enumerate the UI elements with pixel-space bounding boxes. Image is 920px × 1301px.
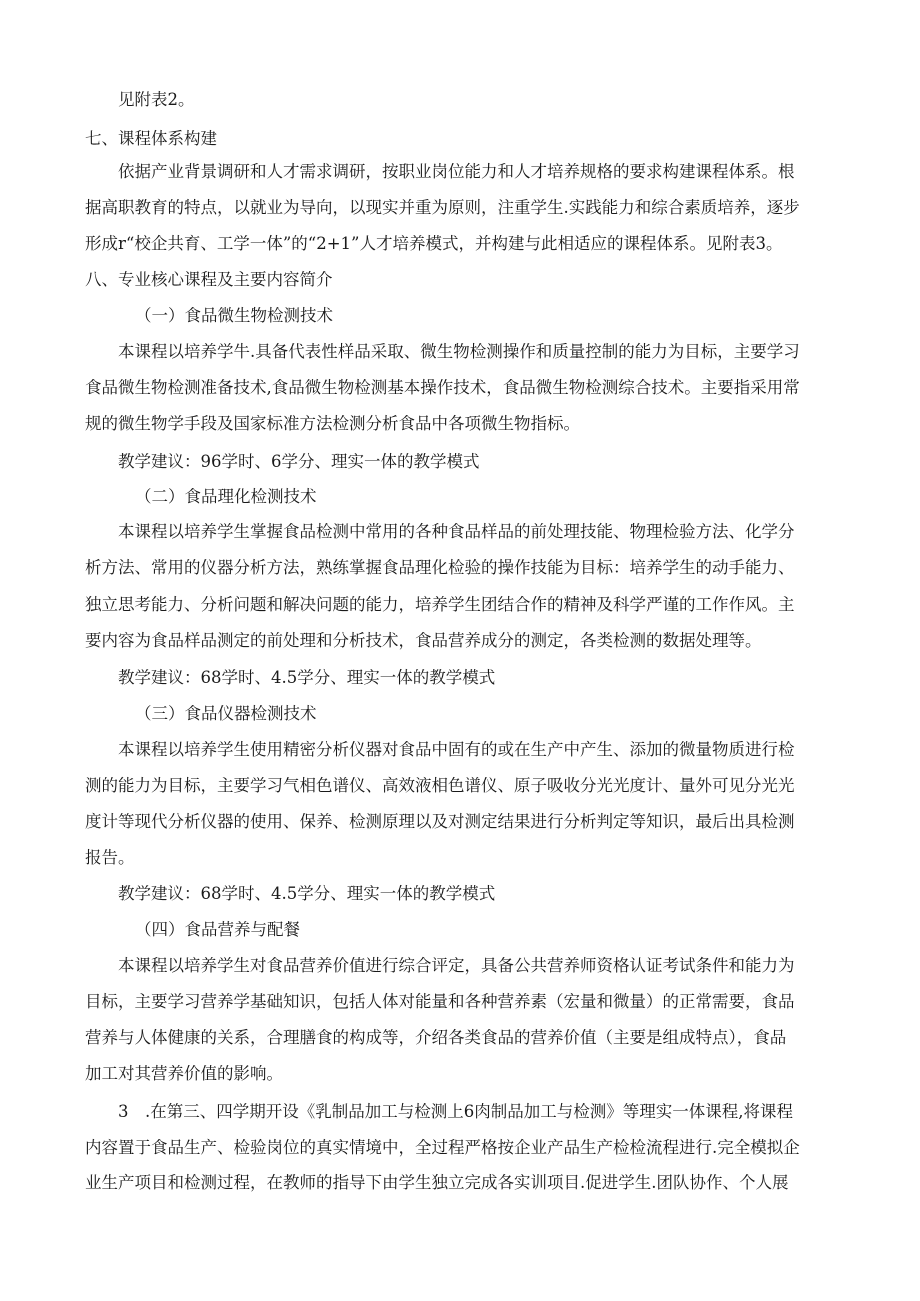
paragraph-text: 报告。 [85,848,135,867]
subsection-heading-3: （三）食品仪器检测技术 [135,704,317,723]
numbered-paragraph: 3 .在第三、四学期开设《乳制品加工与检测上6肉制品加工与检测》等理实一体课程,将课程 [118,1102,793,1121]
paragraph-text: 依据产业背景调研和人才需求调研，按职业岗位能力和人才培养规格的要求构建课程体系。根 [118,162,795,181]
paragraph-text: 据高职教育的特点，以就业为导向，以现实并重为原则，注重学生.实践能力和综合素质培养，逐步 [85,198,800,217]
teaching-suggestion: 教学建议：96学时、6学分、理实一体的教学模式 [118,452,480,471]
subsection-heading-4: （四）食品营养与配餐 [135,920,300,939]
paragraph-text: 规的微生物学手段及国家标准方法检测分析食品中各项微生物指标。 [85,414,580,433]
paragraph-text: 度计等现代分析仪器的使用、保养、检测原理以及对测定结果进行分析判定等知识，最后出具检测 [85,812,795,831]
teaching-suggestion: 教学建议：68学时、4.5学分、理实一体的教学模式 [118,884,496,903]
section-heading-7: 七、课程体系构建 [85,129,217,148]
paragraph-text: 营养与人体健康的关系，合理膳食的构成等，介绍各类食品的营养价值（主要是组成特点），食品 [85,1028,787,1047]
paragraph-text: 见附表2。 [118,90,195,109]
paragraph-text: 本课程以培养学生掌握食品检测中常用的各种食品样品的前处理技能、物理检验方法、化学分 [118,522,795,541]
paragraph-text: 加工对其营养价值的影响。 [85,1064,283,1083]
paragraph-text: 本课程以培养学生使用精密分析仪器对食品中固有的或在生产中产生、添加的微量物质进行检 [118,740,795,759]
paragraph-text: 目标，主要学习营养学基础知识，包括人体对能量和各种营养素（宏量和微量）的正常需要，食品 [85,992,795,1011]
paragraph-text: 要内容为食品样品测定的前处理和分析技术，食品营养成分的测定，各类检测的数据处理等。 [85,631,762,650]
paragraph-text: 内容置于食品生产、检验岗位的真实情境中，全过程严格按企业产品生产检检流程进行.完全模拟企 [85,1138,800,1157]
paragraph-text: 析方法、常用的仪器分析方法，熟练掌握食品理化检验的操作技能为目标：培养学生的动手能力、 [85,558,795,577]
section-heading-8: 八、专业核心课程及主要内容简介 [85,270,333,289]
paragraph-text: 本课程以培养学牛.具备代表性样品采取、微生物检测操作和质量控制的能力为目标，主要学习 [118,342,800,361]
paragraph-text: 本课程以培养学生对食品营养价值进行综合评定，具备公共营养师资格认证考试条件和能力为 [118,956,795,975]
paragraph-text: 形成r“校企共育、工学一体”的“2+1”人才培养模式，并构建与此相适应的课程体系。见附表3。 [85,234,783,253]
subsection-heading-2: （二）食品理化检测技术 [135,487,317,506]
paragraph-text: 食品微生物检测准备技术,食品微生物检测基本操作技术，食品微生物检测综合技术。主要指采用常 [85,378,800,397]
paragraph-text: 业生产项目和检测过程，在教师的指导下由学生独立完成各实训项目.促进学生.团队协作、个人展 [85,1173,789,1192]
teaching-suggestion: 教学建议：68学时、4.5学分、理实一体的教学模式 [118,668,496,687]
subsection-heading-1: （一）食品微生物检测技术 [135,306,333,325]
paragraph-text: 测的能力为目标，主要学习气相色谱仪、高效液相色谱仪、原子吸收分光光度计、量外可见分光光 [85,776,795,795]
paragraph-text: 独立思考能力、分析问题和解决问题的能力，培养学生团结合作的精神及科学严谨的工作作风。主 [85,595,795,614]
